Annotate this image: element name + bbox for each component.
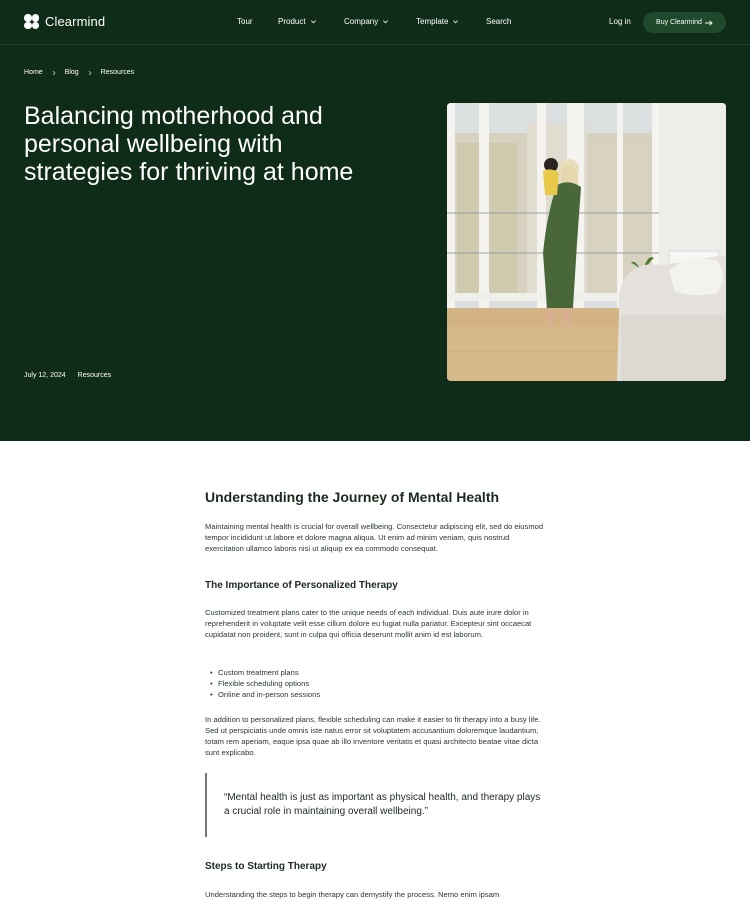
list-item: • Online and in-person sessions <box>210 689 320 700</box>
nav-company[interactable] <box>344 17 389 26</box>
chevron-right-icon <box>87 70 93 76</box>
breadcrumb <box>24 69 134 76</box>
hero-photo <box>447 103 726 381</box>
intro-paragraph: Maintaining mental health is crucial for overall wellbeing. Consectetur adipiscing elit, sed do eiusmod tempor incididunt ut labore et dolore magna aliqua. Ut enim ad minim veniam, quis nostrud exercitation ullamco laboris nisi ut aliquip ex ea commodo consequat. <box>205 522 544 553</box>
nav-template[interactable] <box>416 17 459 26</box>
paragraph-personalized-therapy: Customized treatment plans cater to the unique needs of each individual. Duis aute irure dolor in reprehenderit in voluptate velit esse cillum dolore eu fugiat nulla pariatur. Excepteur sint occaecat cupidatat non proident, sunt in culpa qui officia deserunt mollit anim id est laborum. <box>205 608 532 639</box>
section-heading: Understanding the Journey of Mental Health <box>205 489 500 505</box>
nav-search[interactable]: Search <box>486 17 512 26</box>
buy-clearmind-button[interactable] <box>643 12 726 33</box>
benefits-list <box>210 667 320 700</box>
pull-quote: “Mental health is just as important as physical health, and therapy plays a crucial role in maintaining overall wellbeing.” <box>205 773 545 837</box>
breadcrumb-blog[interactable]: Blog <box>64 69 79 76</box>
hero-section <box>0 0 750 441</box>
login-link[interactable]: Log in <box>609 17 631 26</box>
clover-logo-icon <box>24 14 39 29</box>
logo-text: Clearmind <box>45 14 106 29</box>
nav-product-label: Product <box>278 17 306 26</box>
logo-link[interactable] <box>24 14 105 29</box>
chevron-down-icon <box>452 18 459 25</box>
chevron-right-icon <box>51 70 57 76</box>
subheading-starting-therapy: Steps to Starting Therapy <box>205 861 327 872</box>
post-date: July 12, 2024 <box>24 372 66 379</box>
list-item: • Custom treatment plans <box>210 667 320 678</box>
nav-company-label: Company <box>344 17 379 26</box>
paragraph-scheduling: In addition to personalized plans, flexible scheduling can make it easier to fit therapy into a busy life. Sed ut perspiciatis unde omnis iste natus error sit voluptatem accusantium doloremque laudantium, totam rem aperiam, eaque ipsa quae ab illo inventore veritatis et quasi architecto beatae vitae dicta sunt explicabo. <box>205 715 541 757</box>
breadcrumb-current: Resources <box>100 69 135 76</box>
chevron-down-icon <box>382 18 389 25</box>
page-title: Balancing motherhood and personal wellbeing with strategies for thriving at home <box>24 102 354 186</box>
top-nav <box>0 0 750 45</box>
arrow-right-icon <box>705 20 713 26</box>
breadcrumb-home[interactable]: Home <box>24 69 43 76</box>
nav-template-label: Template <box>416 17 449 26</box>
buy-button-label: Buy Clearmind <box>656 19 702 26</box>
subheading-personalized-therapy: The Importance of Personalized Therapy <box>205 580 398 591</box>
hero-photo-illustration <box>447 103 726 381</box>
list-item: • Flexible scheduling options <box>210 678 320 689</box>
chevron-down-icon <box>310 18 317 25</box>
nav-tour[interactable]: Tour <box>237 17 253 26</box>
paragraph-starting-therapy: Understanding the steps to begin therapy can demystify the process. Nemo enim ipsam <box>205 890 500 899</box>
nav-product[interactable] <box>278 17 317 26</box>
post-category[interactable]: Resources <box>77 372 112 379</box>
post-meta <box>24 372 111 379</box>
